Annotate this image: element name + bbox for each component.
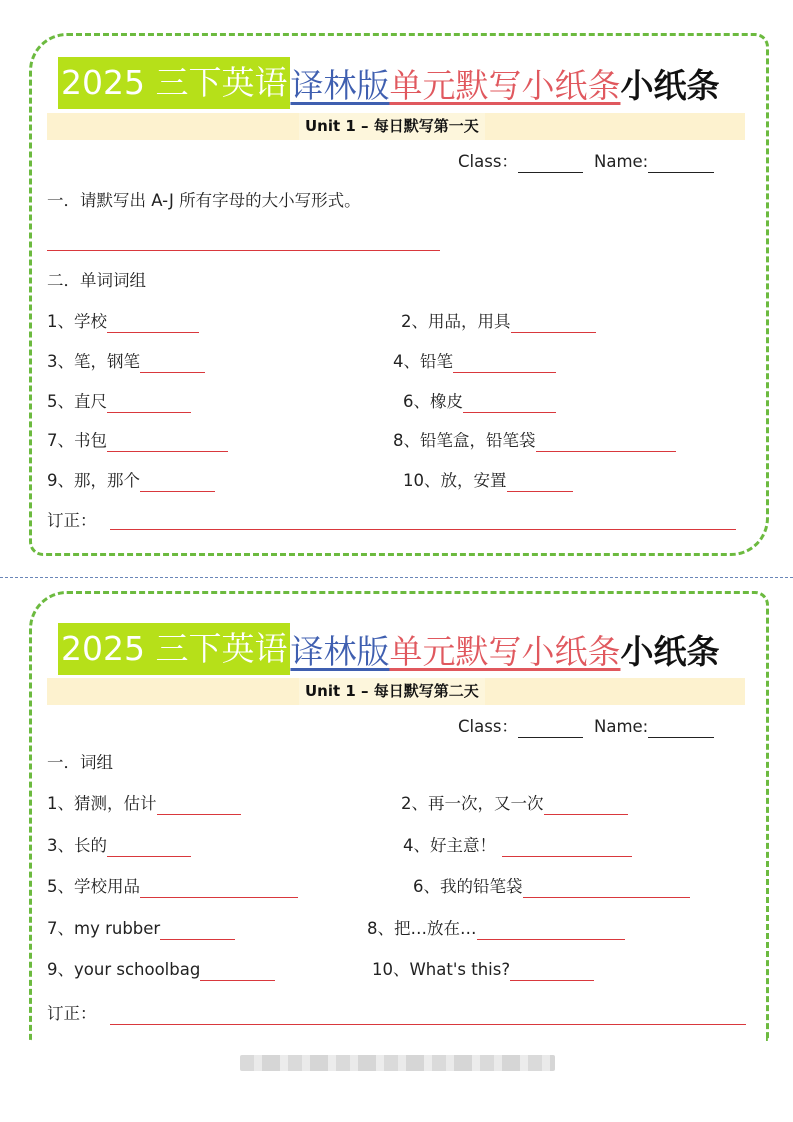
- sheet2-correction-line[interactable]: [110, 1024, 746, 1025]
- sheet2-class-field[interactable]: [458, 716, 583, 738]
- sheet1-section1-heading: 一．请默写出 A-J 所有字母的大小写形式。: [47, 191, 361, 210]
- answer-blank[interactable]: [140, 473, 215, 492]
- sheet1-alphabet-answer-line[interactable]: [47, 250, 440, 251]
- answer-blank[interactable]: [107, 838, 191, 857]
- sheet2-correction-label: 订正：: [47, 1004, 97, 1023]
- answer-blank[interactable]: [453, 354, 556, 373]
- answer-blank[interactable]: [510, 962, 594, 981]
- list-item: 10、What's this?: [372, 959, 594, 981]
- answer-blank[interactable]: [502, 838, 632, 857]
- answer-blank[interactable]: [463, 394, 556, 413]
- class-blank[interactable]: [518, 154, 583, 173]
- title-part-edition: 译林版: [290, 631, 390, 671]
- list-item: 7、书包: [47, 430, 228, 452]
- list-item: 6、我的铅笔袋: [413, 876, 690, 898]
- list-item: 5、学校用品: [47, 876, 298, 898]
- list-item: 1、学校: [47, 311, 199, 333]
- list-item: 7、my rubber: [47, 918, 235, 940]
- title-part-year: 2025 三下英语: [58, 57, 290, 109]
- answer-blank[interactable]: [140, 354, 205, 373]
- list-item: 8、铅笔盒，铅笔袋: [393, 430, 676, 452]
- sheet2-name-field[interactable]: [594, 716, 714, 738]
- list-item: 9、your schoolbag: [47, 959, 275, 981]
- list-item: 8、把…放在…: [367, 918, 625, 940]
- answer-blank[interactable]: [160, 921, 235, 940]
- class-blank[interactable]: [518, 719, 583, 738]
- list-item: 4、好主意！: [403, 835, 632, 857]
- list-item: 3、长的: [47, 835, 191, 857]
- list-item: 1、猜测，估计: [47, 793, 241, 815]
- name-label: Name:: [594, 717, 649, 736]
- answer-blank[interactable]: [157, 796, 241, 815]
- sheet2-unit-bar: [47, 678, 745, 705]
- blurred-watermark: [240, 1055, 555, 1071]
- answer-blank[interactable]: [544, 796, 628, 815]
- sheet1-correction-line[interactable]: [110, 529, 736, 530]
- list-item: 2、再一次，又一次: [401, 793, 628, 815]
- title-part-year: 2025 三下英语: [58, 623, 290, 675]
- answer-blank[interactable]: [477, 921, 625, 940]
- sheet1-correction-label: 订正：: [47, 511, 97, 530]
- list-item: 10、放，安置: [403, 470, 573, 492]
- title-part-note: 小纸条: [620, 65, 720, 105]
- sheet2-unit-label: Unit 1 – 每日默写第二天: [299, 678, 485, 705]
- class-label: Class：: [458, 717, 518, 736]
- answer-blank[interactable]: [523, 879, 690, 898]
- sheet1-name-field[interactable]: [594, 151, 714, 173]
- title-part-unit: 单元默写小纸条: [389, 631, 621, 671]
- answer-blank[interactable]: [140, 879, 298, 898]
- title-part-unit: 单元默写小纸条: [389, 65, 621, 105]
- answer-blank[interactable]: [107, 433, 228, 452]
- list-item: 9、那，那个: [47, 470, 215, 492]
- list-item: 4、铅笔: [393, 351, 556, 373]
- title-part-note: 小纸条: [620, 631, 720, 671]
- list-item: 5、直尺: [47, 391, 191, 413]
- sheet1-class-field[interactable]: [458, 151, 583, 173]
- sheet1-section2-heading: 二．单词词组: [47, 271, 146, 290]
- answer-blank[interactable]: [200, 962, 275, 981]
- answer-blank[interactable]: [511, 314, 596, 333]
- sheet1-unit-bar: [47, 113, 745, 140]
- list-item: 2、用品，用具: [401, 311, 596, 333]
- sheet2-section1-heading: 一．词组: [47, 753, 113, 772]
- name-blank[interactable]: [648, 719, 714, 738]
- list-item: 6、橡皮: [403, 391, 556, 413]
- class-label: Class：: [458, 152, 518, 171]
- name-label: Name:: [594, 152, 649, 171]
- title-part-edition: 译林版: [290, 65, 390, 105]
- name-blank[interactable]: [648, 154, 714, 173]
- sheet1-title: [58, 57, 719, 109]
- list-item: 3、笔，钢笔: [47, 351, 205, 373]
- sheet1-unit-label: Unit 1 – 每日默写第一天: [299, 113, 485, 140]
- sheet2-title: [58, 623, 719, 675]
- answer-blank[interactable]: [536, 433, 676, 452]
- answer-blank[interactable]: [107, 314, 199, 333]
- answer-blank[interactable]: [107, 394, 191, 413]
- cut-line-divider: [0, 577, 793, 578]
- answer-blank[interactable]: [507, 473, 573, 492]
